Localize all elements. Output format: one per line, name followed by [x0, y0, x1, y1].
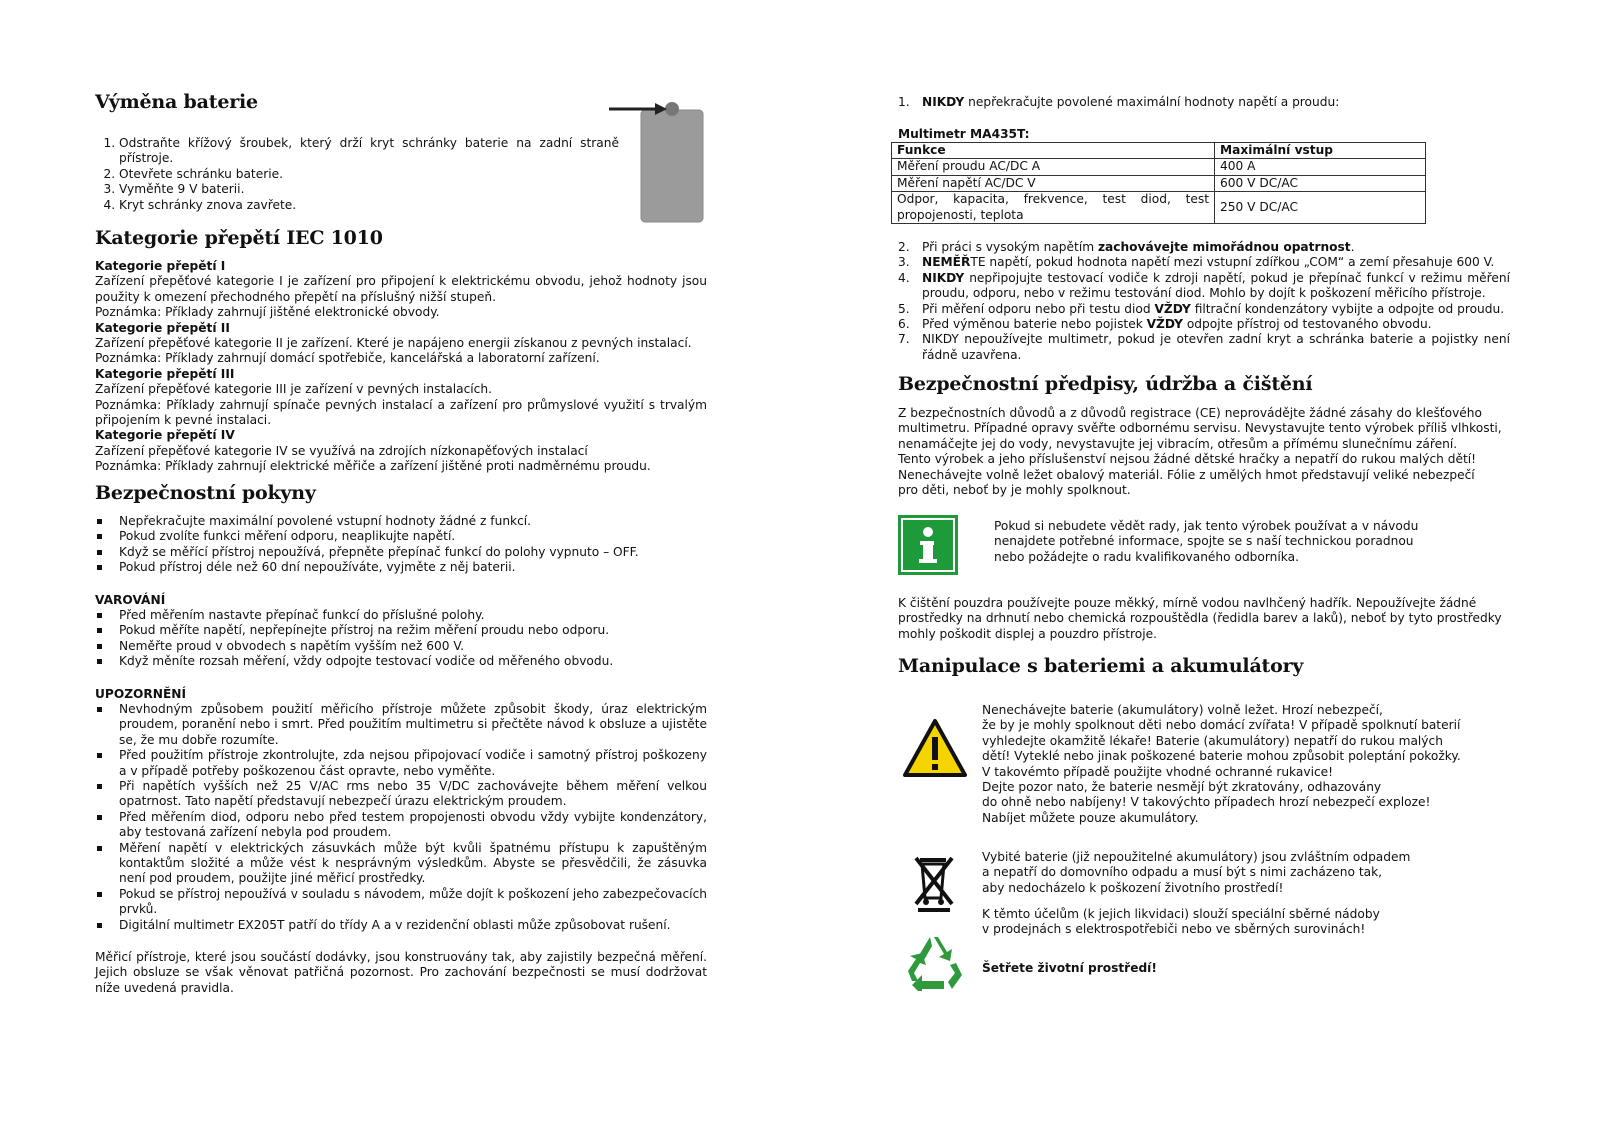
category-note: Poznámka: Příklady zahrnují spínače pevných instalací a zařízení pro průmyslové využití s trvalým připojením k pevné instalaci.: [95, 397, 707, 428]
text-line: Tento výrobek a jeho příslušenství nejsou žádné dětské hračky a nepatří do rukou malých dětí!: [898, 452, 1477, 467]
category-heading: Kategorie přepětí II: [95, 320, 230, 335]
rule-item: [898, 95, 1510, 110]
rule-number: 7.: [898, 332, 910, 347]
rule-bold: NEMĚŘ: [922, 255, 971, 270]
list-item: Když se měřící přístroj nepoužívá, přepněte přepínač funkcí do polohy vypnuto – OFF.: [95, 545, 707, 560]
table-caption: Multimetr MA435T:: [898, 127, 1030, 141]
rule-text: Před výměnou baterie nebo pojistek: [922, 317, 1147, 332]
rule-text: Při měření odporu nebo při testu diod: [922, 301, 1155, 316]
rule-bold: NIKDY: [922, 270, 965, 285]
rule-number: 3.: [898, 255, 910, 270]
text-line: K těmto účelům (k jejich likvidaci) slouží speciální sběrné nádoby: [982, 907, 1380, 921]
category-heading: Kategorie přepětí III: [95, 366, 235, 381]
table-cell: 400 A: [1215, 159, 1426, 175]
text-line: že by je mohly spolknout děti nebo domácí zvířata! V případě spolknutí baterií: [982, 718, 1461, 733]
list-item: 3. Vyměňte 9 V baterii.: [119, 182, 619, 197]
list-item: Před měřením diod, odporu nebo před testem propojenosti obvodu vždy vybijte kondenzátory, aby testovaná zařízení nebyla pod proudem.: [95, 810, 707, 841]
text-line: Nabíjet můžete pouze akumulátory.: [982, 810, 1199, 825]
table-cell: 600 V DC/AC: [1215, 175, 1426, 191]
table-cell: Měření napětí AC/DC V: [892, 175, 1215, 191]
text-line: nebo požádejte o radu kvalifikovaného odborníka.: [994, 549, 1299, 564]
rule-item: [898, 317, 1510, 332]
category-text: Zařízení přepěťové kategorie III je zařízení v pevných instalacích.: [95, 382, 492, 397]
list-item: Před měřením nastavte přepínač funkcí do příslušné polohy.: [95, 608, 707, 623]
list-item: 1. Odstraňte křížový šroubek, který drží kryt schránky baterie na zadní straně přístroje.: [119, 136, 619, 167]
text-line: v prodejnách s elektrospotřebiči nebo ve sběrných surovinách!: [982, 922, 1366, 937]
text-line: do ohně nebo nabíjeny! V takovýchto případech hrozí nebezpečí exploze!: [982, 795, 1431, 810]
rule-item: [898, 332, 1510, 363]
battery-cover-illustration: [609, 94, 711, 224]
closing-paragraph: Měřicí přístroje, které jsou součástí dodávky, jsou konstruovány tak, aby zajistily bezpečná měření. Jejich obsluze se však věnovat patřičná pozornost. Pro zachování bezpečnosti se musí dodržovat níže uvedená pravidla.: [95, 950, 707, 995]
list-item: Neměřte proud v obvodech s napětím vyšším než 600 V.: [95, 639, 707, 654]
table-row: [892, 159, 1426, 175]
iec-section-title: Kategorie přepětí IEC 1010: [95, 227, 383, 249]
table-cell: 250 V DC/AC: [1215, 192, 1426, 224]
list-item: Měření napětí v elektrických zásuvkách může být kvůli špatnému přístupu k zapuštěným kontaktům složité a může vést k nesprávným výsledkům. Abyste se přesvědčili, že zásuvka není pod proudem, použijte jiné měřicí prostředky.: [95, 841, 707, 887]
list-item: Při napětích vyšších než 25 V/AC rms nebo 35 V/DC zachovávejte během měření velkou opatrnost. Tato napětí představují nebezpečí úrazu elektrickým proudem.: [95, 779, 707, 810]
category-heading: Kategorie přepětí IV: [95, 428, 235, 443]
list-item: 4. Kryt schránky znova zavřete.: [119, 198, 619, 213]
rule-number: 2.: [898, 240, 910, 254]
list-item: Pokud se přístroj nepoužívá v souladu s návodem, může dojít k poškození jeho zabezpečovacích prvků.: [95, 887, 707, 918]
text-line: V takovémto případě použijte vhodné ochranné rukavice!: [982, 764, 1334, 779]
text-line: Nenechávejte volně ležet obalový materiál. Fólie z umělých hmot představují veliké nebezpečí: [898, 467, 1475, 482]
maintenance-section-title: Bezpečnostní předpisy, údržba a čištění: [898, 373, 1313, 395]
rule-text: filtrační kondenzátory vybijte a odpojte od proudu.: [1190, 301, 1505, 316]
safety-list: [95, 514, 707, 576]
text-line: mohly poškodit displej a pouzdro přístroje.: [898, 626, 1157, 641]
collection-text: [982, 907, 1502, 938]
maintenance-paragraph: [898, 406, 1510, 498]
list-item: Pokud přístroj déle než 60 dní nepoužíváte, vyjměte z něj baterii.: [95, 560, 707, 575]
rule-text: Při práci s vysokým napětím: [922, 240, 1098, 254]
recycle-icon: [904, 935, 964, 991]
text-line: dětí! Vyteklé nebo jinak poškozené baterie mohou způsobit poleptání pokožky.: [982, 749, 1461, 764]
text-line: nenamáčejte jej do vody, nevystavujte jej vibracím, otřesům a přímému slunečnímu záření.: [898, 436, 1458, 451]
rule-item: [898, 240, 1510, 255]
category-note: Poznámka: Příklady zahrnují jištěné elektronické obvody.: [95, 305, 440, 320]
battery-section-title: Výměna baterie: [95, 91, 258, 113]
text-line: Dejte pozor nato, že baterie nesmějí být zkratovány, odhazovány: [982, 780, 1382, 795]
rule-item: [898, 255, 1510, 270]
info-icon: [898, 515, 958, 575]
table-header: Funkce: [892, 143, 1215, 159]
rule-text: .: [1350, 240, 1355, 254]
text-line: a nepatří do domovního odpadu a musí být s nimi zacházeno tak,: [982, 865, 1383, 880]
rule-bold: VŽDY: [1154, 301, 1191, 316]
warning-title: VAROVÁNÍ: [95, 593, 166, 607]
battery-steps-list: [95, 136, 619, 213]
list-item: 2. Otevřete schránku baterie.: [119, 167, 619, 182]
text-line: Nenechávejte baterie (akumulátory) volně ležet. Hrozí nebezpečí,: [982, 703, 1383, 717]
list-item: Když měníte rozsah měření, vždy odpojte testovací vodiče od měřeného obvodu.: [95, 654, 707, 669]
text-line: pro děti, neboť by je mohly spolknout.: [898, 483, 1131, 498]
rule-number: 5.: [898, 301, 910, 316]
caution-title: UPOZORNĚNÍ: [95, 687, 187, 701]
text-line: Vybité baterie (již nepoužitelné akumulátory) jsou zvláštním odpadem: [982, 850, 1411, 864]
rule-bold: VŽDY: [1146, 317, 1183, 332]
rule-text: nepřekračujte povolené maximální hodnoty napětí a proudu:: [964, 95, 1340, 109]
rule-item: [898, 271, 1510, 302]
list-item: Nepřekračujte maximální povolené vstupní hodnoty žádné z funkcí.: [95, 514, 707, 529]
rule-text: odpojte přístroj od testovaného obvodu.: [1182, 317, 1432, 332]
iec-categories: [95, 259, 707, 475]
text-line: Pokud si nebudete vědět rady, jak tento výrobek používat a v návodu: [994, 519, 1419, 533]
max-input-table: [891, 142, 1426, 224]
text-line: K čištění pouzdra používejte pouze měkký, mírně vodou navlhčený hadřík. Nepoužívejte žádné: [898, 596, 1477, 610]
list-item: Pokud zvolíte funkci měření odporu, neaplikujte napětí.: [95, 529, 707, 544]
rule-item: [898, 302, 1510, 317]
table-cell: Odpor, kapacita, frekvence, test diod, test propojenosti, teplota: [892, 192, 1215, 224]
batteries-section-title: Manipulace s bateriemi a akumulátory: [898, 655, 1304, 677]
list-item: Pokud měříte napětí, nepřepínejte přístroj na režim měření proudu nebo odporu.: [95, 623, 707, 638]
battery-warning-text: [982, 703, 1502, 826]
category-text: Zařízení přepěťové kategorie II je zařízení. Které je napájeno energii získanou z pevných instalací.: [95, 336, 692, 351]
list-item: Digitální multimetr EX205T patří do třídy A a v rezidenční oblasti může způsobovat rušení.: [95, 918, 707, 933]
list-item: Nevhodným způsobem použití měřicího přístroje můžete způsobit škody, úraz elektrickým proudem, poranění nebo i smrt. Před použitím multimetru si přečtěte návod k obsluze a ujistěte se, že mu dobře rozumíte.: [95, 702, 707, 748]
warning-icon: [902, 718, 968, 778]
table-row: [892, 175, 1426, 191]
rule-bold: zachovávejte mimořádnou opatrnost: [1097, 240, 1351, 254]
category-text: Zařízení přepěťové kategorie I je zařízení pro připojení k elektrickému obvodu, jehož hodnoty jsou použity k omezení přechodného přepětí na příslušný nižší stupeň.: [95, 274, 707, 304]
info-text: [994, 519, 1494, 565]
category-note: Poznámka: Příklady zahrnují elektrické měřiče a zařízení jištěné proti nadměrnému proudu.: [95, 459, 651, 474]
category-text: Zařízení přepěťové kategorie IV se využívá na zdrojích nízkonapěťových instalací: [95, 443, 588, 458]
text-line: prostředky na drhnutí nebo chemická rozpouštědla (ředidla barev a laků), neboť by tyto prostředky: [898, 611, 1502, 626]
eco-slogan: Šetřete životní prostředí!: [982, 961, 1157, 975]
rule-number: 1.: [898, 95, 910, 109]
table-header: Maximální vstup: [1215, 143, 1426, 159]
text-line: nenajdete potřebné informace, spojte se s naší technickou poradnou: [994, 534, 1414, 549]
warning-list: [95, 608, 707, 670]
safety-section-title: Bezpečnostní pokyny: [95, 482, 316, 504]
rule-text: TE napětí, pokud hodnota napětí mezi vstupní zdířkou „COM“ a zemí přesahuje 600 V.: [970, 255, 1495, 270]
category-note: Poznámka: Příklady zahrnují domácí spotřebiče, kancelářská a laboratorní zařízení.: [95, 351, 600, 366]
text-line: multimetru. Případné opravy svěřte odbornému servisu. Nevystavujte tento výrobek příliš vlhkosti,: [898, 421, 1502, 436]
text-line: vyhledejte okamžitě lékaře! Baterie (akumulátory) nepatří do rukou malých: [982, 733, 1443, 748]
rule-text: NIKDY nepoužívejte multimetr, pokud je otevřen zadní kryt a schránka baterie a pojistky není řádně uzavřena.: [922, 332, 1510, 362]
rules-list: [898, 240, 1510, 363]
table-cell: Měření proudu AC/DC A: [892, 159, 1215, 175]
table-row: [892, 192, 1426, 224]
rule-number: 4.: [898, 270, 910, 285]
text-line: aby nedocházelo k poškození životního prostředí!: [982, 880, 1284, 895]
rule-number: 6.: [898, 317, 910, 332]
disposal-text: [982, 850, 1502, 896]
list-item: Před použitím přístroje zkontrolujte, zda nejsou připojovací vodiče i samotný přístroj poškozeny a v případě potřeby poškozenou část opravte, nebo vyměňte.: [95, 748, 707, 779]
crossed-bin-icon: [912, 852, 958, 914]
cleaning-paragraph: [898, 596, 1510, 642]
rule-text: nepřipojujte testovací vodiče k zdroji napětí, pokud je přepínač funkcí v režimu měření proudu, odporu, nebo v režimu testování diod. Mohlo by dojít k poškození měřicího přístroje.: [922, 270, 1510, 301]
category-heading: Kategorie přepětí I: [95, 259, 226, 273]
text-line: Z bezpečnostních důvodů a z důvodů registrace (CE) neprovádějte žádné zásahy do klešťového: [898, 406, 1482, 420]
caution-list: [95, 702, 707, 933]
rule-bold: NIKDY: [922, 95, 965, 109]
